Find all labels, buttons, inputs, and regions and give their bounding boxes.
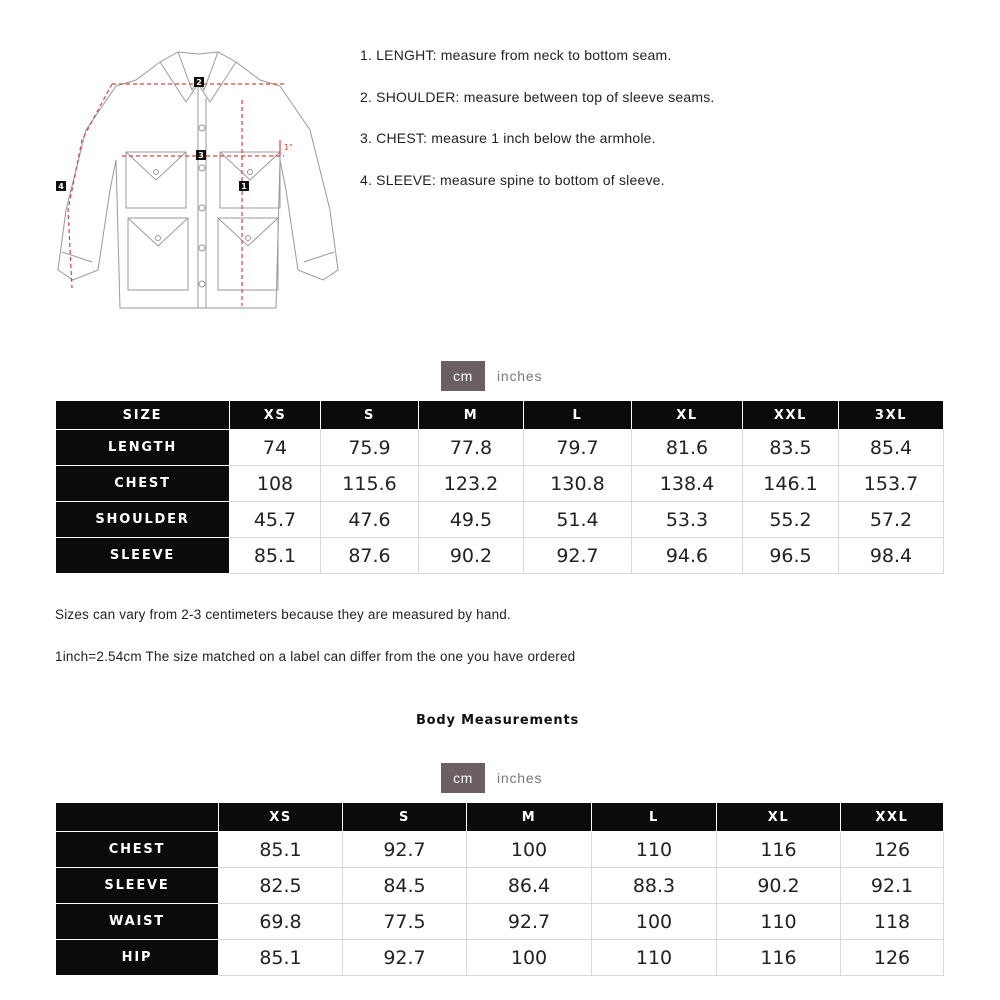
size-header: XXL	[743, 401, 839, 430]
svg-text:2: 2	[196, 78, 202, 87]
row-header-chest: CHEST	[56, 466, 230, 502]
table-cell: 85.1	[230, 538, 321, 574]
size-header: M	[467, 803, 592, 832]
instruction-sleeve: 4. SLEEVE: measure spine to bottom of sleeve.	[360, 171, 665, 188]
table-cell: 92.7	[467, 904, 592, 940]
table-cell: 51.4	[524, 502, 632, 538]
table-cell: 92.1	[841, 868, 944, 904]
row-header-sleeve: SLEEVE	[56, 538, 230, 574]
table-cell: 123.2	[419, 466, 524, 502]
table-cell: 138.4	[632, 466, 743, 502]
size-header: XL	[717, 803, 841, 832]
table-row	[56, 904, 944, 940]
svg-text:3: 3	[198, 151, 204, 160]
table-cell: 116	[717, 940, 841, 976]
unit-cm-button[interactable]: cm	[441, 361, 485, 391]
marker-3	[196, 150, 206, 160]
instruction-shoulder: 2. SHOULDER: measure between top of sleeve seams.	[360, 88, 715, 105]
unit-toggle-garment	[441, 361, 542, 391]
table-cell: 92.7	[343, 832, 467, 868]
jacket-measurement-diagram	[48, 40, 348, 320]
conversion-note: 1inch=2.54cm The size matched on a label can differ from the one you have ordered	[55, 649, 576, 664]
marker-2	[194, 77, 204, 87]
table-cell: 82.5	[219, 868, 343, 904]
instruction-chest: 3. CHEST: measure 1 inch below the armhole.	[360, 130, 656, 146]
row-header-length: LENGTH	[56, 430, 230, 466]
table-cell: 108	[230, 466, 321, 502]
size-header: M	[419, 401, 524, 430]
table-cell: 45.7	[230, 502, 321, 538]
table-row	[56, 868, 944, 904]
row-header-shoulder: SHOULDER	[56, 502, 230, 538]
table-cell: 75.9	[321, 430, 419, 466]
hand-measurement-note: Sizes can vary from 2-3 centimeters because they are measured by hand.	[55, 607, 511, 622]
unit-inches-button[interactable]: inches	[497, 770, 543, 786]
table-cell: 83.5	[743, 430, 839, 466]
body-measurements-title: Body Measurements	[415, 713, 580, 728]
table-cell: 90.2	[717, 868, 841, 904]
table-cell: 110	[717, 904, 841, 940]
svg-text:1: 1	[241, 182, 247, 191]
size-header: XS	[230, 401, 321, 430]
table-cell: 69.8	[219, 904, 343, 940]
body-measurements-table	[55, 802, 944, 976]
table-cell: 146.1	[743, 466, 839, 502]
table-cell: 110	[592, 940, 717, 976]
table-header-row	[56, 401, 944, 430]
table-cell: 94.6	[632, 538, 743, 574]
table-cell: 55.2	[743, 502, 839, 538]
table-cell: 77.5	[343, 904, 467, 940]
row-header-hip: HIP	[56, 940, 219, 976]
table-cell: 88.3	[592, 868, 717, 904]
table-cell: 49.5	[419, 502, 524, 538]
table-cell: 110	[592, 832, 717, 868]
table-cell: 100	[467, 832, 592, 868]
table-cell: 86.4	[467, 868, 592, 904]
table-cell: 100	[467, 940, 592, 976]
table-cell: 79.7	[524, 430, 632, 466]
unit-inches-button[interactable]: inches	[497, 368, 543, 384]
unit-toggle-body	[441, 763, 542, 793]
table-cell: 116	[717, 832, 841, 868]
size-header: 3XL	[839, 401, 944, 430]
size-header: L	[524, 401, 632, 430]
table-cell: 87.6	[321, 538, 419, 574]
table-cell: 100	[592, 904, 717, 940]
size-header: XXL	[841, 803, 944, 832]
table-row	[56, 832, 944, 868]
row-header-waist: WAIST	[56, 904, 219, 940]
table-cell: 92.7	[524, 538, 632, 574]
table-cell: 96.5	[743, 538, 839, 574]
table-cell: 118	[841, 904, 944, 940]
table-cell: 47.6	[321, 502, 419, 538]
table-cell: 81.6	[632, 430, 743, 466]
table-cell: 126	[841, 940, 944, 976]
table-cell: 84.5	[343, 868, 467, 904]
unit-cm-button[interactable]: cm	[441, 763, 485, 793]
table-cell: 126	[841, 832, 944, 868]
instruction-length: 1. LENGHT: measure from neck to bottom seam.	[360, 47, 672, 63]
size-header: XS	[219, 803, 343, 832]
corner-header	[56, 803, 219, 832]
row-header-sleeve: SLEEVE	[56, 868, 219, 904]
marker-1	[239, 181, 249, 191]
table-row	[56, 940, 944, 976]
size-header: S	[321, 401, 419, 430]
corner-header: SIZE	[56, 401, 230, 430]
table-row	[56, 466, 944, 502]
row-header-chest: CHEST	[56, 832, 219, 868]
size-header: L	[592, 803, 717, 832]
table-cell: 85.1	[219, 832, 343, 868]
svg-text:4: 4	[58, 182, 64, 191]
table-cell: 57.2	[839, 502, 944, 538]
table-cell: 153.7	[839, 466, 944, 502]
table-cell: 130.8	[524, 466, 632, 502]
table-cell: 74	[230, 430, 321, 466]
table-cell: 115.6	[321, 466, 419, 502]
garment-size-table	[55, 400, 944, 574]
table-cell: 85.4	[839, 430, 944, 466]
table-cell: 85.1	[219, 940, 343, 976]
size-header: S	[343, 803, 467, 832]
table-header-row	[56, 803, 944, 832]
table-cell: 98.4	[839, 538, 944, 574]
table-row	[56, 538, 944, 574]
table-cell: 92.7	[343, 940, 467, 976]
table-row	[56, 502, 944, 538]
measurement-instructions	[360, 46, 980, 212]
table-cell: 90.2	[419, 538, 524, 574]
table-cell: 53.3	[632, 502, 743, 538]
size-header: XL	[632, 401, 743, 430]
table-cell: 77.8	[419, 430, 524, 466]
table-row	[56, 430, 944, 466]
one-inch-label: 1"	[284, 143, 293, 152]
marker-4	[56, 181, 66, 191]
